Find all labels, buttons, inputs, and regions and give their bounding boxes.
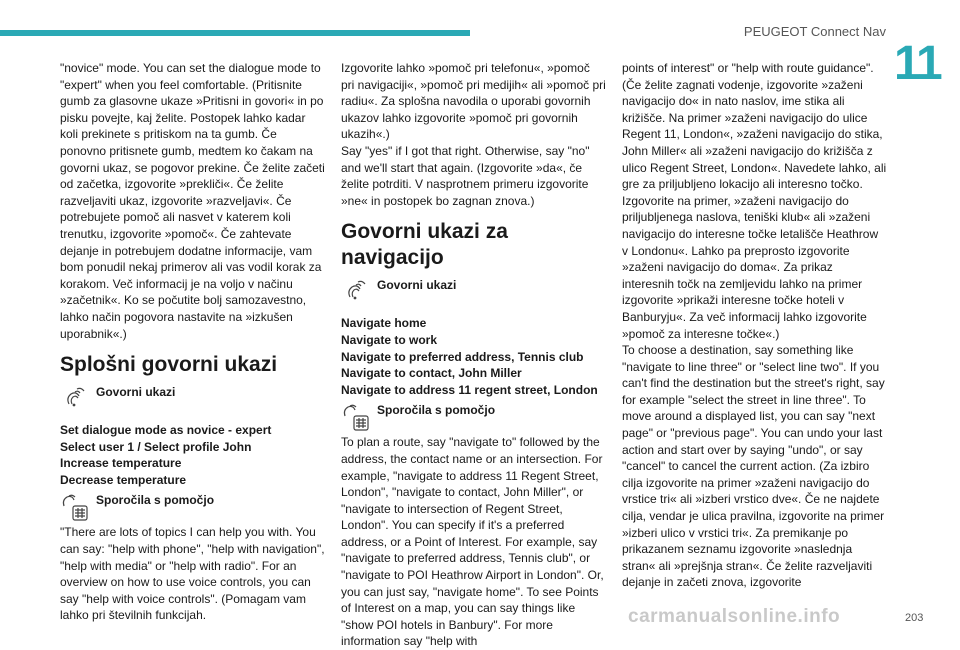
col2-help-messages-label: Sporočila s pomočjo [377,403,496,418]
col1-help-messages-header [60,492,325,524]
col2-help-text: To plan a route, say "navigate to" followed by the address, the contact name or an intersection. For example, "navigate to address 11 Regent Street, London", "navigate to contact, John Miller", or "navigate to intersection of Regent Street, London". You can specify if it's a preferred address, or a Point of Interest. For example, say "navigate to preferred address, Tennis club", or "navigate to POI Heathrow Airport in London". Or, you can just say, "navigate home". To see Points of Interest on a map, you can say things like "show POI hotels in Banbury". For more information say "help with [341,435,604,649]
voice-command-icon [60,384,90,414]
col2-help-messages-header [341,402,606,434]
col3-body-text: points of interest" or "help with route guidance". (Če želite zagnati vodenje, izgovorite »zaženi navigacijo do« in nato naslov, ime stika ali križišče. Na primer »zaženi navigacijo do ulice Regent 11, London«, »zaženi navigacijo do stika, John Miller« ali »zaženi navigacijo do križišča z ulico Regent Street, London«. Navedete lahko, ali gre za priljubljeno lokacijo ali interesno točko. Izgovorite na primer, »zaženi navigacijo do priljubljenega naslova, teniški klub« ali »zaženi navigacijo do interesne točke letališče Heathrow v Londonu«. Lahko pa preprosto izgovorite »zaženi navigacijo do doma«. Za prikaz interesnih točk na zemljevidu lahko na primer izgovorite »prikaži interesne točke hoteli v Banburyju«. Za več informacij lahko izgovorite »pomoč za interesne točke«.) To choose a destination, say something like "navigate to line three" or "select line two". If you can't find the destination but the street's right, say for example "select the street in line three". To move around a displayed list, you can say "next page" or "previous page". You can undo your last action and start over by saying "undo", or say "cancel" to cancel the current action. (Za izbiro cilja izgovorite na primer »zaženi navigacijo do vrstice tri« ali »izberi vrstico dve«. Če ne najdete cilja, vendar je ulica pravilna, izgovorite na primer »izberi ulico v vrstici tri«. Za premikanje po prikazanem seznamu izgovorite »naslednja stran« ali »prejšnja stran«. Če želite razveljaviti dejanje in začeti znova, izgovorite [622,61,887,590]
col1-help-messages-label: Sporočila s pomočjo [96,493,215,508]
column-1 [60,60,325,624]
col1-help-text: "There are lots of topics I can help you with. You can say: "help with phone", "help with navigation", "help with media" or "help with radio". For an overview on how to use voice controls, you can say "help with voice controls". (Pomagam vam lahko pri številnih funkcijah. [60,525,325,623]
col2-voice-commands-label: Govorni ukazi [377,278,457,293]
col1-section-heading: Splošni govorni ukazi [60,353,278,377]
column-3 [622,60,887,591]
help-message-icon [60,492,90,522]
help-message-icon [341,402,371,432]
header-title: PEUGEOT Connect Nav [743,24,886,39]
col2-intro-text: Izgovorite lahko »pomoč pri telefonu«, »pomoč pri navigaciji«, »pomoč pri medijih« ali »pomoč pri radiu«. Za splošna navodila o uporabi govornih ukazov lahko izgovorite »pomoč pri govornih ukazih«.) Say "yes" if I got that right. Otherwise, say "no" and we'll start that again. (Izgovorite »da«, če želite potrditi. V nasprotnem primeru izgovorite »ne« in postopek bo zagnan znova.) [341,61,606,208]
page-number: 203 [905,612,924,624]
watermark: carmanualsonline.info [628,606,841,627]
col2-section-heading: Govorni ukazi za navigacijo [341,220,508,270]
chapter-number: 11 [894,37,941,90]
col2-command-list: Navigate home Navigate to work Navigate to preferred address, Tennis club Navigate to contact, John Miller Navigate to address 11 regent street, London [341,316,598,397]
col2-voice-commands-header [341,277,606,309]
col1-voice-commands-label: Govorni ukazi [96,385,176,400]
column-2 [341,60,606,650]
col1-intro-text: "novice" mode. You can set the dialogue mode to "expert" when you feel comfortable. (Pritisnite gumb za glasovne ukaze »Pritisni in govori« in po pisku povejte, kaj želite. Postopek lahko kadar koli prekinete s pritiskom na ta gumb. Če ponovno pritisnete gumb, medtem ko čakam na govorni ukaz, se pogovor prekine. Če želite začeti od začetka, izgovorite »prekliči«. Če želite razveljaviti ukaz, izgovorite »razveljavi«. Če potrebujete pomoč ali nasvet v katerem koli trenutku, izgovorite »pomoč«. Če zahtevate dejanje in potrebujem dodatne informacije, vam bom ponudil nekaj primerov ali vas vodil korak za korakom. Več informacij je na voljo v načinu »začetnik«. Ko se počutite bolj samozavestno, lahko način pogovora nastavite na »izkušen uporabnik«.) [60,61,325,341]
col1-command-list: Set dialogue mode as novice - expert Select user 1 / Select profile John Increase temperature Decrease temperature [60,423,272,487]
voice-command-icon [341,277,371,307]
header-accent-bar [0,30,470,36]
col1-voice-commands-header [60,384,325,416]
